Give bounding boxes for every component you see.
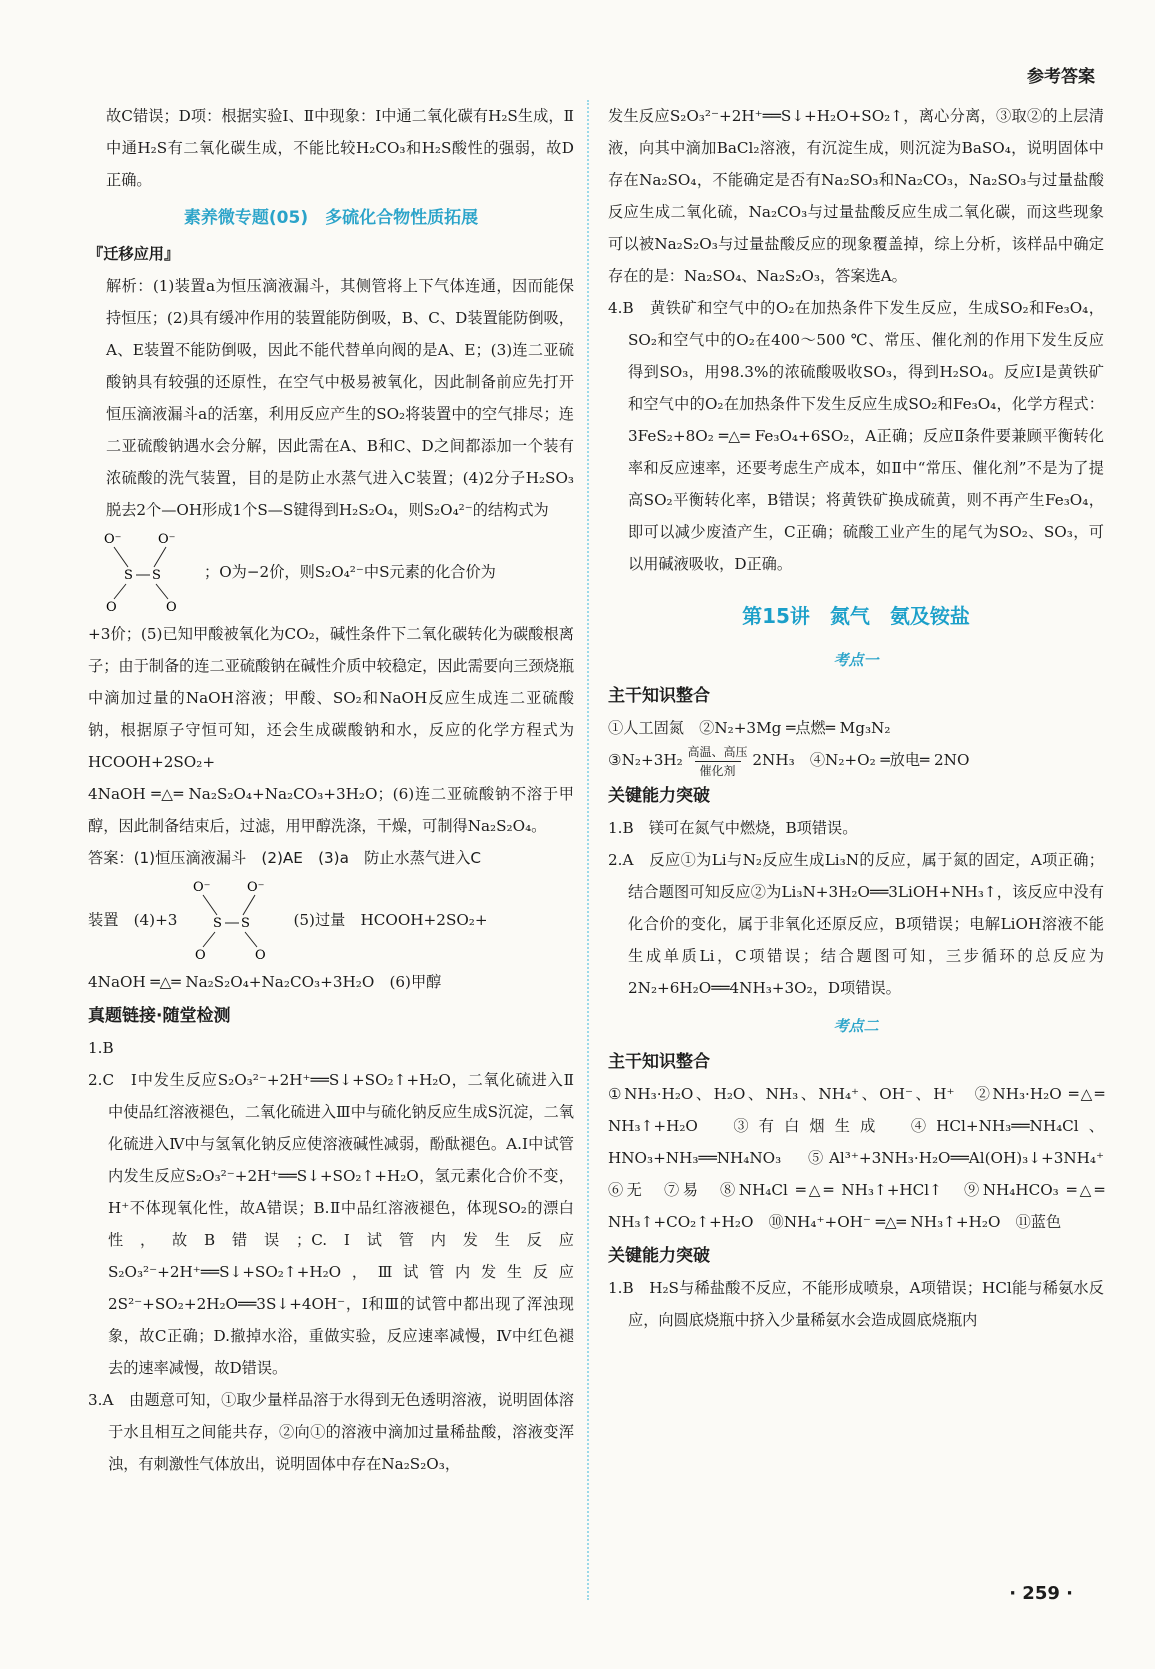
lesson-title: 第15讲 氮气 氨及铵盐	[742, 604, 970, 628]
s2o4-structure-diagram-answer	[185, 877, 285, 963]
kaodian-2: 考点二	[833, 1016, 879, 1035]
ability-1-answer-1: 1.B 镁可在氮气中燃烧，B项错误。	[608, 818, 858, 837]
knowledge-1-line-2	[608, 744, 1104, 778]
struct-o-minus-1: O⁻	[104, 532, 122, 547]
right-column	[608, 100, 1120, 1336]
kaodian-1: 考点一	[833, 651, 879, 669]
topic-title: 素养微专题(05) 多硫化合物性质拓展	[183, 208, 479, 228]
s2o4-structure-diagram	[96, 529, 196, 615]
svg-text:S: S	[241, 916, 251, 931]
ability-heading-1: 关键能力突破	[608, 785, 710, 806]
structure-row	[88, 526, 574, 618]
answer-line-2-pre: 装置 (4)+3	[88, 911, 178, 929]
struct-s-2: S	[152, 568, 161, 583]
column-divider	[587, 100, 589, 1600]
ability-heading-2: 关键能力突破	[608, 1245, 710, 1266]
knowledge-1-line-1: ①人工固氮 ②N₂+3Mg ═点燃═ Mg₃N₂	[608, 719, 891, 737]
reaction-condition: 高温、高压 催化剂	[687, 744, 748, 778]
knowledge-2: ①NH₃·H₂O、H₂O、NH₃、NH₄⁺、OH⁻、H⁺ ②NH₃·H₂O ═△═ NH₃↑+H₂O ③有白烟生成 ④HCl+NH₃══NH₄Cl、HNO₃+NH₃══NH₄NO₃ ⑤Al³⁺+3NH₃·H₂O══Al(OH)₃↓+3NH₄⁺ ⑥无 ⑦易 ⑧NH₄Cl ═△═ NH₃↑+HCl↑ ⑨NH₄HCO₃ ═△═ NH₃↑+CO₂↑+H₂O ⑩NH₄⁺+OH⁻ ═△═ NH₃↑+H₂O ⑪蓝色	[608, 1084, 1120, 1231]
analysis-paragraph: 解析：(1)装置a为恒压滴液漏斗，其侧管将上下气体连通，因而能保持恒压；(2)具有缓冲作用的装置能防倒吸，B、C、D装置能防倒吸，A、E装置不能防倒吸，因此不能代替单向阀的是A、E；(3)连二亚硫酸钠具有较强的还原性，在空气中极易被氧化，因此制备前应先打开恒压滴液漏斗a的活塞，利用反应产生的SO₂将装置中的空气排尽；连二亚硫酸钠遇水会分解，因此需在A、B和C、D之间都添加一个装有浓硫酸的洗气装置，目的是防止水蒸气进入C装置；(4)2分子H₂SO₃脱去2个—OH形成1个S—S键得到H₂S₂O₄，则S₂O₄²⁻的结构式为	[106, 277, 574, 519]
analysis-after-structure: ；O为−2价，则S₂O₄²⁻中S元素的化合价为	[204, 563, 496, 581]
question-4: 4.B 黄铁矿和空气中的O₂在加热条件下发生反应，生成SO₂和Fe₃O₄，SO₂和空气中的O₂在400～500 ℃、常压、催化剂的作用下发生反应得到SO₃，用98.3%的浓硫酸吸收SO₃，得到H₂SO₄。反应Ⅰ是黄铁矿和空气中的O₂在加热条件下发生反应生成SO₂和Fe₃O₄，化学方程式：3FeS₂+8O₂ ═△═ Fe₃O₄+6SO₂，A正确；反应Ⅱ条件要兼顾平衡转化率和反应速率，还要考虑生产成本，如Ⅱ中“常压、催化剂”不是为了提高SO₂平衡转化率，B错误；将黄铁矿换成硫黄，则不再产生Fe₃O₄，即可以减少废渣产生，C正确；硫酸工业产生的尾气为SO₂、SO₃，可以用碱液吸收，D正确。	[608, 299, 1104, 573]
migrate-label: 『迁移应用』	[88, 245, 180, 263]
answer-line-3: 4NaOH ═△═ Na₂S₂O₄+Na₂CO₃+3H₂O (6)甲醇	[88, 973, 442, 991]
question-1: 1.B	[88, 1039, 114, 1057]
page-header-label: 参考答案	[1027, 67, 1095, 87]
analysis-paragraph-3: +3价；(5)已知甲酸被氧化为CO₂，碱性条件下二氧化碳转化为碳酸根离子；由于制备的连二亚硫酸钠在碱性介质中较稳定，因此需要向三颈烧瓶中滴加过量的NaOH溶液；甲酸、SO₂和NaOH反应生成连二亚硫酸钠，根据原子守恒可知，还会生成碳酸钠和水，反应的化学方程式为HCOOH+2SO₂+	[88, 625, 574, 771]
struct-o-minus-2: O⁻	[158, 532, 176, 547]
section-title-real-questions: 真题链接·随堂检测	[88, 1006, 231, 1026]
answer-line-2-post: (5)过量 HCOOH+2SO₂+	[293, 911, 488, 929]
struct-o-2: O	[166, 600, 177, 615]
svg-text:O: O	[195, 948, 207, 963]
left-column	[88, 100, 574, 1480]
answer-line-1: 答案：(1)恒压滴液漏斗 (2)AE (3)a 防止水蒸气进入C	[88, 849, 481, 867]
svg-text:S: S	[213, 916, 223, 931]
ability-1-answer-2: 2.A 反应①为Li与N₂反应生成Li₃N的反应，属于氮的固定，A项正确；结合题图可知反应②为Li₃N+3H₂O══3LiOH+NH₃↑，该反应中没有化合价的变化，属于非氧化还原反应，B项错误；电解LiOH溶液不能生成单质Li，C项错误；结合题图可知，三步循环的总反应为2N₂+6H₂O══4NH₃+3O₂，D项错误。	[608, 850, 1104, 997]
svg-text:O⁻: O⁻	[247, 880, 265, 895]
knowledge-1-line-2-b: 2NH₃ ④N₂+O₂ ═放电═ 2NO	[752, 751, 970, 769]
main-knowledge-heading-2: 主干知识整合	[608, 1051, 710, 1072]
struct-o-1: O	[106, 600, 117, 615]
main-knowledge-heading-1: 主干知识整合	[608, 686, 710, 706]
question-2: 2.C Ⅰ中发生反应S₂O₃²⁻+2H⁺══S↓+SO₂↑+H₂O，二氧化硫进入Ⅱ中使品红溶液褪色，二氧化硫进入Ⅲ中与硫化钠反应生成S沉淀，二氧化硫进入Ⅳ中与氢氧化钠反应使溶液碱性减弱，酚酞褪色。A.Ⅰ中试管内发生反应S₂O₃²⁻+2H⁺══S↓+SO₂↑+H₂O，氢元素化合价不变，H⁺不体现氧化性，故A错误；B.Ⅱ中品红溶液褪色，体现SO₂的漂白性，故B错误；C.Ⅰ试管内发生反应S₂O₃²⁻+2H⁺══S↓+SO₂↑+H₂O，Ⅲ试管内发生反应2S²⁻+SO₂+2H₂O══3S↓+4OH⁻，Ⅰ和Ⅲ的试管中都出现了浑浊现象，故C正确；D.撤掉水浴，重做实验，反应速率减慢，Ⅳ中红色褪去的速率减慢，故D错误。	[88, 1071, 574, 1377]
svg-text:O⁻: O⁻	[193, 880, 211, 895]
ability-2-answer-1: 1.B H₂S与稀盐酸不反应，不能形成喷泉，A项错误；HCl能与稀氨水反应，向圆底烧瓶中挤入少量稀氨水会造成圆底烧瓶内	[608, 1278, 1104, 1329]
question-3: 3.A 由题意可知，①取少量样品溶于水得到无色透明溶液，说明固体溶于水且相互之间能共存，②向①的溶液中滴加过量稀盐酸，溶液变浑浊，有刺激性气体放出，说明固体中存在Na₂S₂O₃，	[88, 1391, 574, 1473]
svg-text:O: O	[255, 948, 267, 963]
intro-paragraph: 故C错误；D项：根据实验Ⅰ、Ⅱ中现象：Ⅰ中通二氧化碳有H₂S生成，Ⅱ中通H₂S有二氧化碳生成，不能比较H₂CO₃和H₂S酸性的强弱，故D正确。	[106, 107, 574, 189]
struct-s-1: S	[124, 568, 133, 583]
equation-1: 4NaOH ═△═ Na₂S₂O₄+Na₂CO₃+3H₂O；(6)连二亚硫酸钠不溶于甲醇，因此制备结束后，过滤，用甲醇洗涤，干燥，可制得Na₂S₂O₄。	[88, 785, 574, 835]
question-3-continued: 发生反应S₂O₃²⁻+2H⁺══S↓+H₂O+SO₂↑，离心分离，③取②的上层清液，向其中滴加BaCl₂溶液，有沉淀生成，则沉淀为BaSO₄，说明固体中存在Na₂SO₄，不能确定是否有Na₂SO₃和Na₂CO₃，Na₂SO₃与过量盐酸反应生成二氧化硫，Na₂CO₃与过量盐酸反应生成二氧化碳，而这些现象可以被Na₂S₂O₃与过量盐酸反应的现象覆盖掉，综上分析，该样品中确定存在的是：Na₂SO₄、Na₂S₂O₃，答案选A。	[608, 107, 1104, 285]
page-number: · 259 ·	[1009, 1583, 1073, 1604]
answer-structure-row	[88, 874, 574, 966]
knowledge-1-line-2-a: ③N₂+3H₂	[608, 751, 683, 769]
